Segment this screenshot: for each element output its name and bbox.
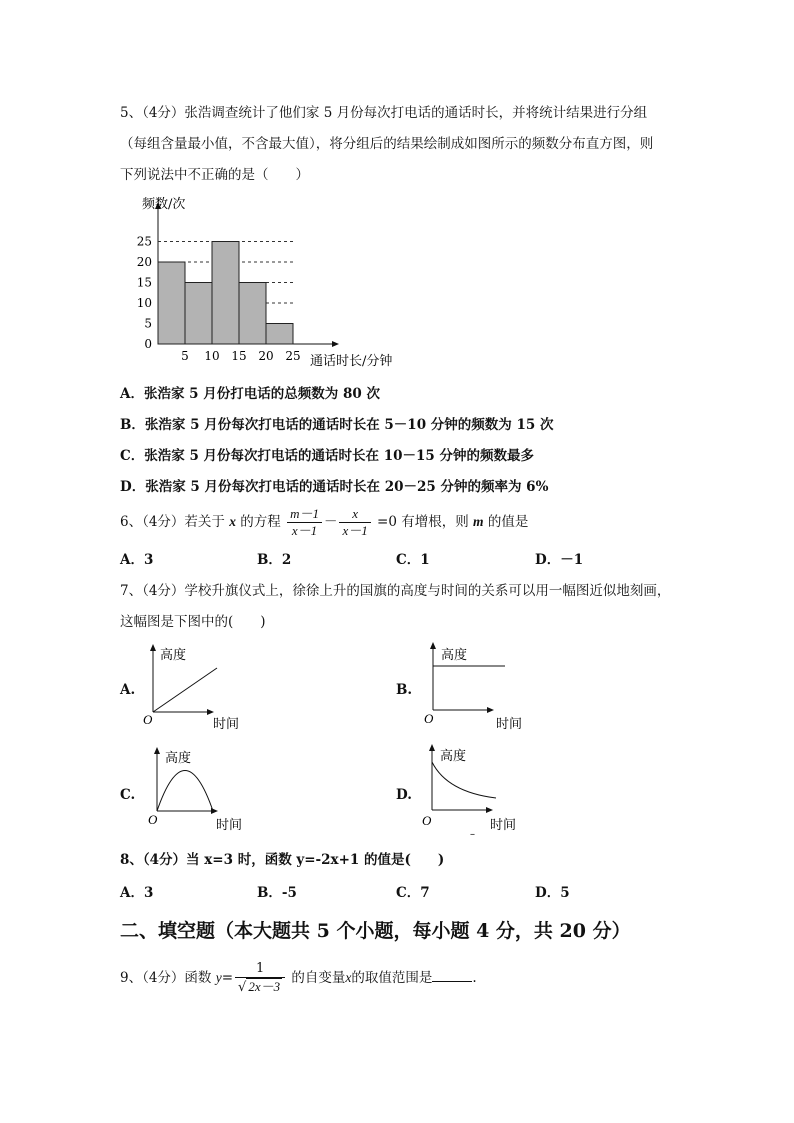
q9-var-y: y <box>215 970 222 985</box>
q9-end: . <box>472 970 477 986</box>
q9-frac-den-wrap <box>235 978 285 996</box>
histogram-y-tick: 25 <box>136 234 152 249</box>
q7-graph-c[interactable] <box>144 745 264 837</box>
histogram-x-tick: 20 <box>258 349 274 363</box>
q6-option-b[interactable]: B．2 <box>257 552 292 568</box>
q7-graph-a[interactable] <box>140 642 260 734</box>
graph-c-y-label: 高度 <box>165 751 192 766</box>
q6-frac1-num: m－1 <box>287 506 322 523</box>
q6-suffix: 的值是 <box>487 514 529 530</box>
histogram-x-label: 通话时长/分钟 <box>310 354 393 369</box>
graph-d-tick-mark: – <box>470 829 475 840</box>
q9-equals: = <box>221 970 234 986</box>
graph-a-y-label: 高度 <box>160 648 187 663</box>
q5-histogram <box>130 190 420 370</box>
graph-a-curve <box>153 668 217 712</box>
q6-fraction-2 <box>339 506 370 539</box>
q7-option-d-label[interactable]: D. <box>396 787 412 803</box>
graph-d-y-arrow <box>429 744 435 751</box>
q9-suffix-b: 的取值范围是 <box>351 970 433 986</box>
q6-prefix: 6、（4分）若关于 <box>120 514 225 530</box>
graph-a-origin: O <box>143 712 153 727</box>
q6-fraction-1 <box>287 506 322 539</box>
q9-var-x: x <box>345 970 352 985</box>
graph-d-curve <box>432 762 496 798</box>
q7-option-a-label[interactable]: A. <box>120 682 136 698</box>
graph-b-origin: O <box>424 711 434 726</box>
graph-d-y-label: 高度 <box>440 749 467 764</box>
q6-frac2-den: x－1 <box>342 523 368 538</box>
histogram-bar <box>239 283 266 345</box>
q6-var-m: m <box>473 514 484 529</box>
graph-a-x-arrow <box>207 709 214 715</box>
q6-var-x: x <box>229 514 236 529</box>
q9-suffix-a: 的自变量 <box>291 970 346 986</box>
histogram-x-tick: 10 <box>204 349 220 363</box>
histogram-x-tick: 25 <box>285 349 301 363</box>
q7-graph-b[interactable] <box>420 640 540 732</box>
q6-option-d[interactable]: D．－1 <box>535 552 584 568</box>
q6-option-a[interactable]: A．3 <box>120 552 154 568</box>
graph-c-curve <box>157 771 213 812</box>
q7-line-2: 这幅图是下图中的( ) <box>120 614 266 630</box>
q5-option-b[interactable]: B．张浩家 5 月份每次打电话的通话时长在 5－10 分钟的频数为 15 次 <box>120 417 554 433</box>
section-2-title: 二、填空题（本大题共 5 个小题，每小题 4 分，共 20 分） <box>120 920 631 942</box>
q6-eq: =0 有增根，则 <box>377 514 469 530</box>
q7-line-1: 7、（4分）学校升旗仪式上，徐徐上升的国旗的高度与时间的关系可以用一幅图近似地刻画， <box>120 583 671 599</box>
q6-mid: 的方程 <box>240 514 281 530</box>
q5-option-c[interactable]: C．张浩家 5 月份每次打电话的通话时长在 10－15 分钟的频数最多 <box>120 448 535 464</box>
q8-option-b[interactable]: B．-5 <box>257 885 297 901</box>
histogram-y-tick: 20 <box>136 255 152 269</box>
q5-option-a[interactable]: A．张浩家 5 月份打电话的总频数为 80 次 <box>120 386 380 402</box>
graph-c-x-label: 时间 <box>216 818 243 833</box>
graph-a-y-arrow <box>150 644 156 651</box>
q9-answer-blank[interactable] <box>432 969 472 982</box>
graph-d-x-arrow <box>486 807 493 813</box>
histogram-y-tick: 10 <box>136 296 152 310</box>
histogram-y-label: 频数/次 <box>142 197 186 212</box>
histogram-bar <box>266 324 293 345</box>
histogram-bar <box>185 283 212 345</box>
q6-minus: － <box>323 514 338 530</box>
q8-option-d[interactable]: D．5 <box>535 885 570 901</box>
q9-stem <box>120 959 477 997</box>
q5-line-3: 下列说法中不正确的是（ ） <box>120 167 309 183</box>
histogram-y-tick: 5 <box>144 316 152 331</box>
histogram-bar <box>158 262 185 344</box>
q9-frac-den: 2x－3 <box>248 979 281 994</box>
histogram-bar <box>212 242 239 345</box>
q9-prefix: 9、（4分）函数 <box>120 970 212 986</box>
q5-option-d[interactable]: D．张浩家 5 月份每次打电话的通话时长在 20－25 分钟的频率为 6% <box>120 479 549 495</box>
q9-sqrt-sign: √ <box>238 980 247 995</box>
q5-line-1: 5、（4分）张浩调查统计了他们家 5 月份每次打电话的通话时长，并将统计结果进行分组 <box>120 105 648 121</box>
graph-b-y-arrow <box>430 642 436 649</box>
q8-stem: 8、（4分）当 x=3 时，函数 y=-2x+1 的值是( ) <box>120 852 445 868</box>
q6-frac2-num: x <box>339 506 370 523</box>
q7-option-b-label[interactable]: B. <box>396 682 413 698</box>
q5-line-2: （每组含量最小值，不含最大值），将分组后的结果绘制成如图所示的频数分布直方图，则 <box>120 136 654 152</box>
histogram-x-tick: 5 <box>181 349 189 363</box>
graph-d-origin: O <box>422 813 432 828</box>
graph-a-x-label: 时间 <box>213 717 240 732</box>
q9-fraction <box>235 961 285 996</box>
q8-option-a[interactable]: A．3 <box>120 885 154 901</box>
q8-option-c[interactable]: C．7 <box>396 885 430 901</box>
graph-c-origin: O <box>148 812 158 827</box>
graph-c-y-arrow <box>154 747 160 754</box>
graph-b-x-label: 时间 <box>496 717 523 732</box>
histogram-x-tick: 15 <box>231 349 247 363</box>
q7-graph-d[interactable] <box>419 742 539 842</box>
q6-frac1-den: x－1 <box>291 523 318 538</box>
histogram-y-tick: 0 <box>144 337 152 351</box>
graph-b-y-label: 高度 <box>441 648 468 663</box>
graph-d-x-label: 时间 <box>490 818 517 833</box>
q7-option-c-label[interactable]: C. <box>120 787 136 803</box>
graph-b-x-arrow <box>487 707 494 713</box>
histogram-y-tick: 15 <box>136 275 152 290</box>
q9-frac-num: 1 <box>235 961 285 978</box>
q6-stem <box>120 504 528 540</box>
q6-option-c[interactable]: C．1 <box>396 552 430 568</box>
histogram-x-arrow <box>332 341 339 347</box>
